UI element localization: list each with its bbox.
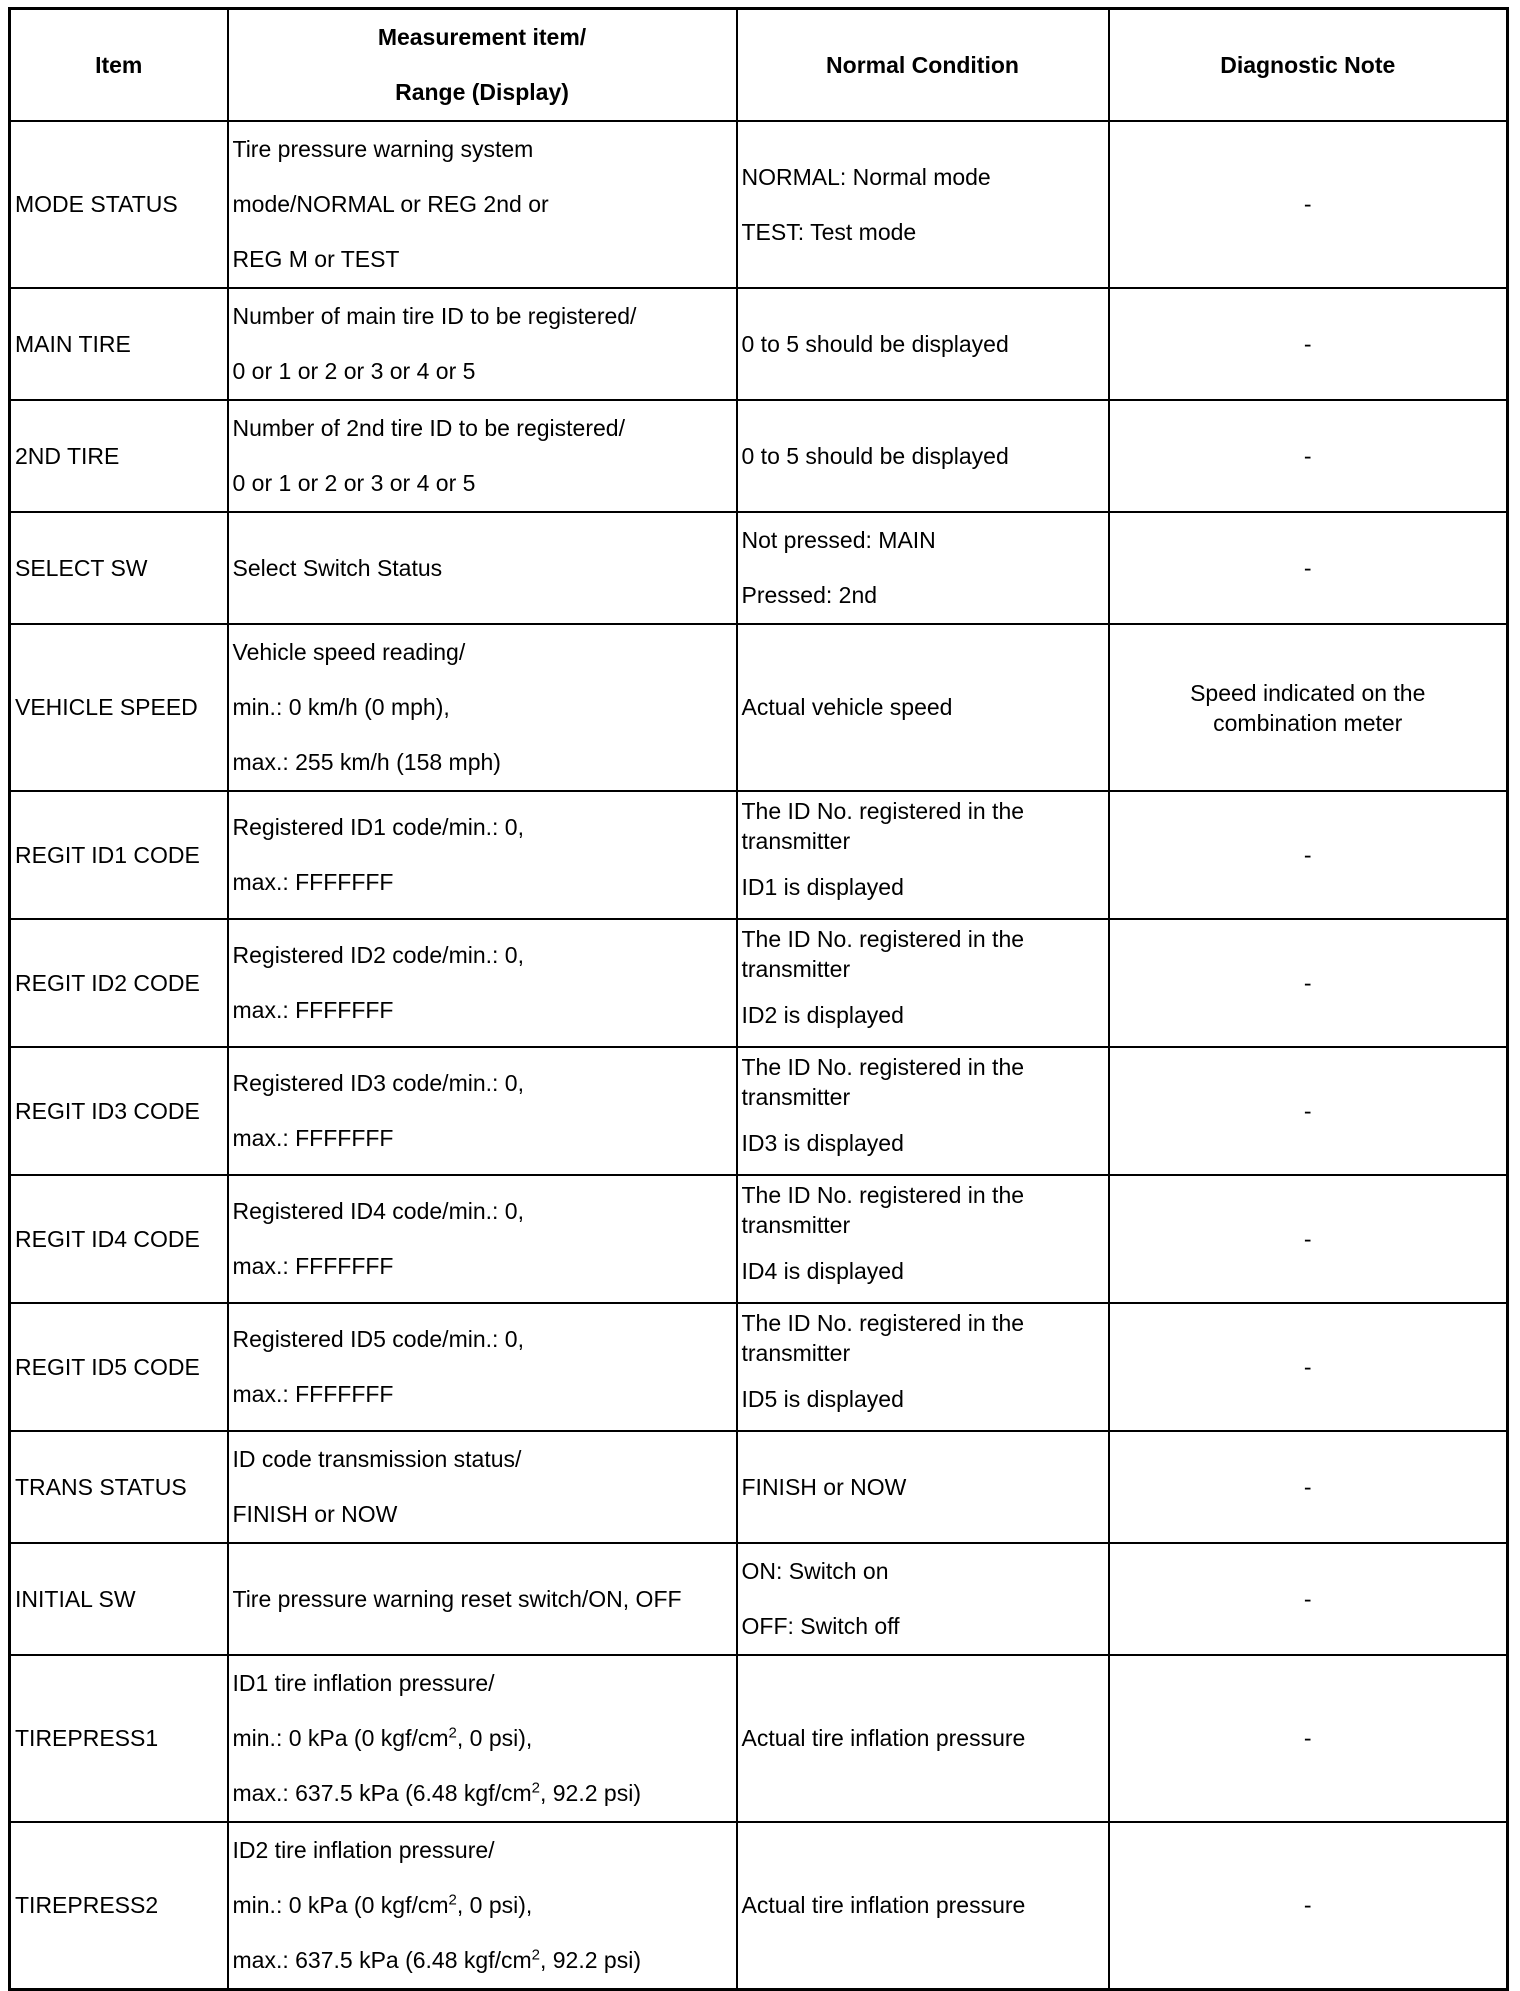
cell-line: Tire pressure warning reset switch/ON, OFF xyxy=(232,1585,682,1612)
item-cell: REGIT ID2 CODE xyxy=(10,919,228,1047)
cell-line: - xyxy=(1303,554,1312,581)
cell-line: min.: 0 kPa (0 kgf/$cm^2$, 0 psi), xyxy=(232,1724,533,1751)
measurement-cell xyxy=(228,1543,737,1655)
item-cell: REGIT ID5 CODE xyxy=(10,1303,228,1431)
diagnostic-note-cell xyxy=(1109,288,1508,400)
diagnostic-note-cell xyxy=(1109,400,1508,512)
measurement-cell xyxy=(228,1175,737,1303)
cell-line: transmitter xyxy=(741,1083,851,1110)
cell-line: TEST: Test mode xyxy=(741,218,917,245)
cell-line: The ID No. registered in the xyxy=(741,925,1025,952)
cell-line: The ID No. registered in the xyxy=(741,1053,1025,1080)
cell-line: Speed indicated on the xyxy=(1190,679,1426,706)
diagnostic-note-cell xyxy=(1109,624,1508,791)
cell-line: The ID No. registered in the xyxy=(741,1181,1025,1208)
cell-line: Number of main tire ID to be registered/ xyxy=(232,303,637,329)
item-cell: TRANS STATUS xyxy=(10,1431,228,1543)
cell-line: 0 or 1 or 2 or 3 or 4 or 5 xyxy=(232,470,476,496)
normal-condition-cell xyxy=(737,1655,1109,1822)
normal-condition-cell xyxy=(737,512,1109,624)
cell-line: transmitter xyxy=(741,1211,851,1238)
cell-line: ID1 tire inflation pressure/ xyxy=(232,1670,495,1696)
cell-line: Registered ID4 code/min.: 0, xyxy=(232,1198,524,1224)
cell-line: REG M or TEST xyxy=(232,246,400,272)
cell-line: OFF: Switch off xyxy=(741,1613,900,1639)
item-cell: TIREPRESS2 xyxy=(10,1822,228,1990)
table-row xyxy=(10,288,1508,400)
normal-condition-cell xyxy=(737,624,1109,791)
table-row xyxy=(10,1047,1508,1175)
table-row xyxy=(10,1303,1508,1431)
table-row xyxy=(10,1822,1508,1990)
cell-line: FINISH or NOW xyxy=(232,1501,398,1527)
item-cell: VEHICLE SPEED xyxy=(10,624,228,791)
measurement-cell xyxy=(228,1655,737,1822)
measurement-cell xyxy=(228,1047,737,1175)
cell-line: ID3 is displayed xyxy=(741,1129,904,1156)
item-cell: REGIT ID4 CODE xyxy=(10,1175,228,1303)
cell-line: - xyxy=(1303,1097,1312,1124)
cell-line: Actual vehicle speed xyxy=(741,694,953,720)
normal-condition-cell xyxy=(737,121,1109,288)
item-cell: REGIT ID3 CODE xyxy=(10,1047,228,1175)
item-cell: TIREPRESS1 xyxy=(10,1655,228,1822)
table-body xyxy=(10,121,1508,1990)
cell-line: Number of 2nd tire ID to be registered/ xyxy=(232,415,625,441)
diagnostic-note-cell xyxy=(1109,1431,1508,1543)
item-cell: MODE STATUS xyxy=(10,121,228,288)
table-row xyxy=(10,1431,1508,1543)
cell-line: 0 or 1 or 2 or 3 or 4 or 5 xyxy=(232,358,476,384)
measurement-cell xyxy=(228,919,737,1047)
cell-line: mode/NORMAL or REG 2nd or xyxy=(232,191,549,217)
normal-condition-cell xyxy=(737,919,1109,1047)
header-normal-condition: Normal Condition xyxy=(737,9,1109,122)
cell-line: max.: 637.5 kPa (6.48 kgf/$cm^2$, 92.2 psi) xyxy=(232,1946,641,1973)
cell-line: 0 to 5 should be displayed xyxy=(741,442,1009,469)
diagnostic-note-cell xyxy=(1109,1822,1508,1990)
header-measurement xyxy=(228,9,737,122)
table-row xyxy=(10,121,1508,288)
cell-line: Select Switch Status xyxy=(232,554,443,581)
diagnostic-note-cell xyxy=(1109,1175,1508,1303)
cell-line: ID2 tire inflation pressure/ xyxy=(232,1837,495,1863)
measurement-cell xyxy=(228,400,737,512)
table-row xyxy=(10,1655,1508,1822)
cell-line: Actual tire inflation pressure xyxy=(741,1725,1026,1751)
diagnostic-note-cell xyxy=(1109,1047,1508,1175)
cell-line: - xyxy=(1303,191,1312,217)
header-row xyxy=(10,9,1508,122)
item-cell: MAIN TIRE xyxy=(10,288,228,400)
header-measurement-line2: Range (Display) xyxy=(395,79,569,105)
cell-line: - xyxy=(1303,1473,1312,1500)
cell-line: ON: Switch on xyxy=(741,1558,889,1584)
cell-line: - xyxy=(1303,841,1312,868)
cell-line: min.: 0 km/h (0 mph), xyxy=(232,694,450,720)
diagnostic-note-cell xyxy=(1109,1303,1508,1431)
diagnostic-note-cell xyxy=(1109,512,1508,624)
cell-line: Registered ID3 code/min.: 0, xyxy=(232,1070,524,1096)
cell-line: - xyxy=(1303,330,1312,357)
measurement-cell xyxy=(228,1431,737,1543)
cell-line: max.: FFFFFFF xyxy=(232,997,394,1023)
cell-line: transmitter xyxy=(741,955,851,982)
item-cell: 2ND TIRE xyxy=(10,400,228,512)
table-row xyxy=(10,919,1508,1047)
cell-line: - xyxy=(1303,1225,1312,1252)
cell-line: ID5 is displayed xyxy=(741,1385,904,1412)
cell-line: 0 to 5 should be displayed xyxy=(741,330,1009,357)
data-monitor-table xyxy=(8,7,1509,1991)
measurement-cell xyxy=(228,1822,737,1990)
cell-line: Actual tire inflation pressure xyxy=(741,1892,1026,1918)
normal-condition-cell xyxy=(737,791,1109,919)
header-diagnostic-note: Diagnostic Note xyxy=(1109,9,1508,122)
measurement-cell xyxy=(228,1303,737,1431)
cell-line: - xyxy=(1303,1725,1312,1751)
cell-line: max.: 255 km/h (158 mph) xyxy=(232,749,501,775)
cell-line: The ID No. registered in the xyxy=(741,1309,1025,1336)
diagnostic-note-cell xyxy=(1109,1655,1508,1822)
measurement-cell xyxy=(228,288,737,400)
cell-line: combination meter xyxy=(1213,709,1403,736)
normal-condition-cell xyxy=(737,400,1109,512)
cell-line: Registered ID2 code/min.: 0, xyxy=(232,942,524,968)
normal-condition-cell xyxy=(737,1431,1109,1543)
measurement-cell xyxy=(228,121,737,288)
cell-line: ID4 is displayed xyxy=(741,1257,904,1284)
cell-line: ID code transmission status/ xyxy=(232,1446,522,1472)
cell-line: max.: FFFFFFF xyxy=(232,1381,394,1407)
cell-line: NORMAL: Normal mode xyxy=(741,163,991,190)
cell-line: transmitter xyxy=(741,827,851,854)
measurement-cell xyxy=(228,791,737,919)
cell-line: - xyxy=(1303,442,1312,469)
normal-condition-cell xyxy=(737,1822,1109,1990)
normal-condition-cell xyxy=(737,1303,1109,1431)
diagnostic-note-cell xyxy=(1109,919,1508,1047)
item-cell: INITIAL SW xyxy=(10,1543,228,1655)
cell-line: FINISH or NOW xyxy=(741,1473,907,1500)
normal-condition-cell xyxy=(737,288,1109,400)
cell-line: max.: 637.5 kPa (6.48 kgf/$cm^2$, 92.2 psi) xyxy=(232,1779,641,1806)
diagnostic-note-cell xyxy=(1109,1543,1508,1655)
cell-line: ID2 is displayed xyxy=(741,1001,904,1028)
cell-line: - xyxy=(1303,969,1312,996)
cell-line: max.: FFFFFFF xyxy=(232,1253,394,1279)
header-measurement-line1: Measurement item/ xyxy=(377,24,587,50)
cell-line: The ID No. registered in the xyxy=(741,797,1025,824)
cell-line: - xyxy=(1303,1585,1312,1612)
header-item: Item xyxy=(10,9,228,122)
item-cell: REGIT ID1 CODE xyxy=(10,791,228,919)
cell-line: - xyxy=(1303,1892,1312,1918)
normal-condition-cell xyxy=(737,1543,1109,1655)
table-row xyxy=(10,1543,1508,1655)
cell-line: Vehicle speed reading/ xyxy=(232,639,466,665)
cell-line: - xyxy=(1303,1353,1312,1380)
table-row xyxy=(10,512,1508,624)
measurement-cell xyxy=(228,624,737,791)
measurement-cell xyxy=(228,512,737,624)
diagnostic-note-cell xyxy=(1109,121,1508,288)
cell-line: max.: FFFFFFF xyxy=(232,1125,394,1151)
normal-condition-cell xyxy=(737,1175,1109,1303)
normal-condition-cell xyxy=(737,1047,1109,1175)
cell-line: Pressed: 2nd xyxy=(741,582,878,608)
cell-line: Registered ID5 code/min.: 0, xyxy=(232,1326,524,1352)
table-row xyxy=(10,1175,1508,1303)
table-row xyxy=(10,400,1508,512)
cell-line: Not pressed: MAIN xyxy=(741,527,936,553)
item-cell: SELECT SW xyxy=(10,512,228,624)
cell-line: Registered ID1 code/min.: 0, xyxy=(232,814,524,840)
table-row xyxy=(10,624,1508,791)
cell-line: min.: 0 kPa (0 kgf/$cm^2$, 0 psi), xyxy=(232,1891,533,1918)
table-row xyxy=(10,791,1508,919)
diagnostic-note-cell xyxy=(1109,791,1508,919)
cell-line: max.: FFFFFFF xyxy=(232,869,394,895)
cell-line: ID1 is displayed xyxy=(741,873,904,900)
cell-line: transmitter xyxy=(741,1339,851,1366)
cell-line: Tire pressure warning system xyxy=(232,136,534,162)
